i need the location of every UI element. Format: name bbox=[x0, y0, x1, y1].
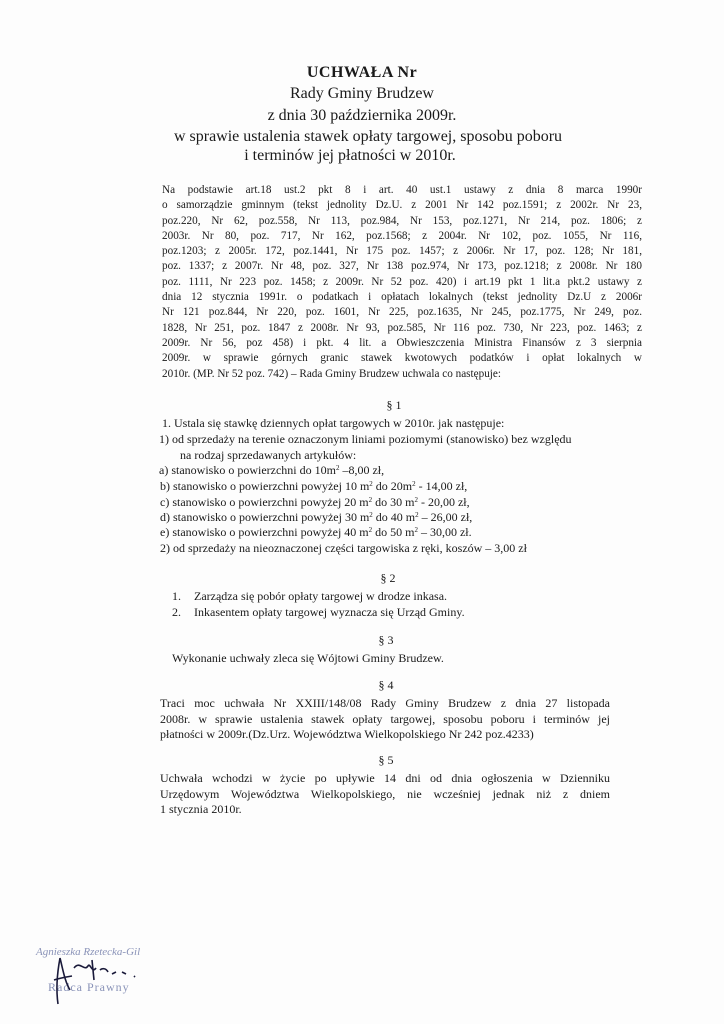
section-5-line: 1 stycznia 2010r. bbox=[160, 802, 242, 817]
section-1-point-1-cont: na rodzaj sprzedawanych artykułów: bbox=[180, 448, 357, 462]
preamble-line: Na podstawie art.18 ust.2 pkt 8 i art. 40 ust.1 ustawy z dnia 8 marca 1990r bbox=[162, 184, 642, 196]
section-2-item-1-number: 1. bbox=[172, 589, 181, 603]
section-2-item-2-number: 2. bbox=[172, 605, 181, 619]
rate-item-c: c) stanowisko o powierzchni powyżej 20 $m^2$ do 30 $m^2 - 20,00$ zł, bbox=[160, 495, 470, 509]
section-5-line: Uchwała wchodzi w życie po upływie 14 dni od dnia ogłoszenia w Dzienniku bbox=[160, 771, 610, 785]
section-5-line: Urzędowym Województwa Wielkopolskiego, nie wcześniej jednak niż z dniem bbox=[160, 786, 610, 801]
section-2-heading: § 2 bbox=[380, 571, 396, 585]
preamble-line: Nr 121 poz.844, Nr 220, poz. 1601, Nr 225, poz.1635, Nr 245, poz.1775, Nr 249, poz. bbox=[162, 306, 642, 319]
preamble-line: poz. 1337; z 2007r. Nr 48, poz. 327, Nr 138 poz.974, Nr 173, poz.1218; z 2008r. Nr 180 bbox=[162, 260, 642, 273]
section-5-heading: § 5 bbox=[378, 753, 394, 767]
preamble-line: o samorządzie gminnym (tekst jednolity Dz.U. z 2001 Nr 142 poz.1591; z 2002r. Nr 23, bbox=[162, 199, 642, 212]
resolution-subject-line1: w sprawie ustalenia stawek opłaty targowej, sposobu poboru bbox=[173, 128, 563, 145]
section-1-heading: § 1 bbox=[386, 398, 402, 412]
preamble-line: 1828, Nr 251, poz. 1847 z 2008r. Nr 93, poz.585, Nr 116 poz. 730, Nr 223, poz. 1463; z bbox=[162, 321, 642, 334]
preamble-line: 2009r. Nr 56, poz 458) i pkt. 4 lit. a Obwieszczenia Ministra Finansów z 3 sierpnia bbox=[162, 336, 642, 349]
legal-counsel-stamp bbox=[30, 946, 170, 1006]
rate-item-d: d) stanowisko o powierzchni powyżej 30 $m^2$ do 40 $m^2 - 26,00$ zł, bbox=[160, 510, 473, 524]
section-5-paragraph bbox=[160, 771, 610, 818]
preamble-line: poz.1203; z 2005r. 172, poz.1441, Nr 175 poz. 1457; z 2006r. Nr 17, poz. 128; Nr 181, bbox=[162, 245, 642, 258]
preamble-line: 2003r. Nr 80, poz. 717, Nr 162, poz.1568; z 2004r. Nr 102, poz. 1055, Nr 116, bbox=[162, 229, 642, 242]
preamble-line: poz.220, Nr 62, poz.558, Nr 113, poz.984, Nr 153, poz.1271, Nr 214, poz. 1806; z bbox=[162, 214, 642, 227]
section-4-line: Traci moc uchwała Nr XXIII/148/08 Rady Gminy Brudzew z dnia 27 listopada bbox=[160, 696, 610, 710]
section-2-item-1: Zarządza się pobór opłaty targowej w drodze inkasa. bbox=[194, 589, 448, 603]
handwritten-signature bbox=[30, 946, 170, 1006]
council-name: Rady Gminy Brudzew bbox=[290, 85, 434, 102]
section-4-line: 2008r. w sprawie ustalenia stawek opłaty targowej, sposobu poboru i terminów jej bbox=[160, 711, 610, 726]
section-4-line: płatności w 2009r.(Dz.Urz. Województwa Wielkopolskiego Nr 242 poz.4233) bbox=[160, 727, 534, 742]
rate-item-e: e) stanowisko o powierzchni powyżej 40 $m^2$ do 50 $m^2 - 30,00$ zł. bbox=[160, 525, 472, 539]
preamble-line: 2009r. w sprawie górnych granic stawek kwotowych podatków i opłat lokalnych w bbox=[162, 352, 642, 365]
preamble-line: dnia 12 stycznia 1991r. o podatkach i opłatach lokalnych (tekst jednolity Dz.U z 2006r bbox=[162, 291, 642, 304]
resolution-title: UCHWAŁA Nr bbox=[306, 64, 418, 81]
section-4-paragraph bbox=[160, 696, 610, 743]
preamble-line: 2010r. (MP. Nr 52 poz. 742) – Rada Gminy Brudzew uchwala co następuje: bbox=[162, 367, 501, 380]
rate-item-b: b) stanowisko o powierzchni powyżej 10 $m^2$ do $20m^2 - 14,00$ zł, bbox=[160, 479, 468, 493]
section-2-item-2: Inkasentem opłaty targowej wyznacza się Urząd Gminy. bbox=[194, 605, 465, 619]
section-1-point-1: 1) od sprzedaży na terenie oznaczonym liniami poziomymi (stanowisko) bez względu bbox=[159, 432, 572, 446]
section-1-intro: 1. Ustala się stawkę dziennych opłat targowych w 2010r. jak następuje: bbox=[162, 416, 505, 430]
section-3-heading: § 3 bbox=[378, 633, 394, 647]
resolution-subject-line2: i terminów jej płatności w 2010r. bbox=[244, 147, 456, 164]
preamble-line: poz. 1111, Nr 223 poz. 1458; z 2009r. Nr 52 poz. 420) i art.19 pkt 1 lit.a pkt.2 ustawy z bbox=[162, 275, 642, 288]
stamp-role: Radca Prawny bbox=[48, 980, 130, 994]
stamp-name: Agnieszka Rzetecka-Gil bbox=[36, 946, 141, 958]
legal-basis-paragraph bbox=[162, 183, 642, 382]
section-3-text: Wykonanie uchwały zleca się Wójtowi Gminy Brudzew. bbox=[172, 651, 444, 665]
resolution-date: z dnia 30 października 2009r. bbox=[267, 107, 457, 124]
section-4-heading: § 4 bbox=[378, 678, 394, 692]
rate-item-a: a) stanowisko o powierzchni do $10m^2$ –8,00 zł, bbox=[159, 463, 385, 477]
section-1-point-2: 2) od sprzedaży na nieoznaczonej części targowiska z ręki, koszów – 3,00 zł bbox=[160, 541, 527, 555]
